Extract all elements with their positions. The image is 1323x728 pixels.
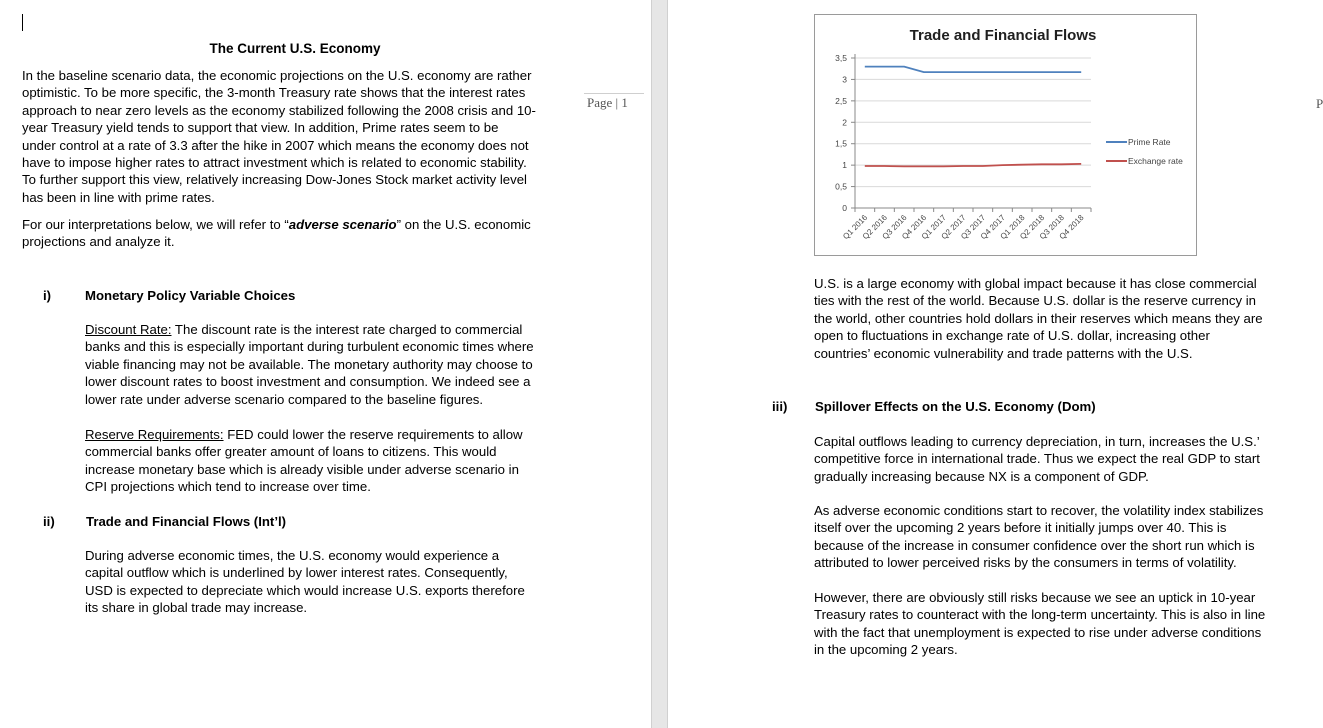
text-run: ” on the U.S. economic [396,217,531,232]
text-line: banks and this is especially important during turbulent economic times where [85,339,534,355]
spillover-paragraph-2 [814,502,1304,572]
text-line [22,216,582,233]
text-line: However, there are obviously still risks because we see an uptick in 10-year [814,590,1256,605]
text-line: U.S. is a large economy with global impact because it has close commercial [814,276,1257,291]
text-line: lower discount rates to boost investment and consumption. We indeed see a [85,374,531,390]
text-line: viable financing may not be available. The monetary authority may choose to [85,356,533,372]
y-tick-label: 0 [842,203,847,213]
x-tick-label: Q1 2016 [841,213,870,242]
text-line: lower rate under adverse scenario compared to the baseline figures. [85,391,484,407]
series-line-prime-rate [865,67,1081,73]
text-line: In the baseline scenario data, the economic projections on the U.S. economy are rather [22,68,532,83]
y-tick-label: 1 [842,160,847,171]
x-tick-label: Q1 2017 [919,213,948,242]
x-tick-label: Q4 2018 [1057,213,1086,242]
section-title: The Current U.S. Economy [209,41,381,56]
text-line [85,426,575,443]
text-line: optimistic. To be more specific, the 3-month Treasury rate shows that the interest rates [22,85,526,101]
y-tick-label: 1,5 [835,138,847,149]
text-run: The discount rate is the interest rate charged to commercial [171,322,523,337]
y-tick-label: 2 [842,117,847,128]
text-line: ties with the rest of the world. Because U.S. dollar is the reserve currency in [814,293,1256,309]
page-gutter [651,0,668,728]
text-line: gradually increasing because NX is a component of GDP. [814,468,1149,484]
chart-title: Trade and Financial Flows [909,27,1097,44]
page-number: Page | 1 [587,95,628,110]
text-line: attributed to lower perceived risks by the consumers in terms of volatility. [814,555,1237,571]
text-line: in the upcoming 2 years. [814,642,958,658]
y-tick-label: 3 [842,74,847,85]
emphasis-text: adverse scenario [288,217,397,232]
text-line: During adverse economic times, the U.S. economy would experience a [85,548,500,563]
x-tick-label: Q3 2018 [1037,213,1066,242]
reserve-requirements-paragraph [85,426,575,496]
text-line: its share in global trade may increase. [85,600,308,616]
discount-rate-paragraph [85,321,575,408]
text-line: USD is expected to depreciate which would increase U.S. exports therefore [85,582,525,598]
x-tick-label: Q2 2016 [860,213,889,242]
chart-container[interactable] [814,14,1197,256]
text-line: the world, other countries hold dollars in their reserves which means they are [814,310,1263,326]
text-line: competitive force in international trade. Thus we expect the real GDP to start [814,451,1260,467]
page-number-rule [584,93,644,94]
text-line: with the fact that unemployment is expected to rise under adverse conditions [814,624,1262,640]
section-number: iii) [772,399,788,414]
text-line: increase monetary base which is already visible under adverse scenario in [85,461,519,477]
x-tick-label: Q2 2017 [939,213,968,242]
text-line: capital outflow which is underlined by lower interest rates. Consequently, [85,565,508,581]
text-line: countries’ economic vulnerability and trade patterns with the U.S. [814,345,1193,361]
x-tick-label: Q1 2018 [998,213,1027,242]
text-line: CPI projections which tend to increase over time. [85,479,371,495]
section-number: ii) [43,514,55,529]
x-tick-label: Q3 2016 [880,213,909,242]
text-line: Capital outflows leading to currency depreciation, in turn, increases the U.S.’ [814,434,1260,449]
section-heading: Trade and Financial Flows (Int’l) [86,514,287,529]
intro-paragraph [22,67,582,206]
interpretation-paragraph [22,216,582,251]
x-tick-label: Q3 2017 [959,213,988,242]
y-tick-label: 2,5 [835,95,847,106]
legend-label: Exchange rate [1128,156,1183,166]
text-line: open to fluctuations in exchange rate of U.S. dollar, increasing other [814,328,1210,344]
text-line [85,321,575,338]
text-line: has been in line with prime rates. [22,189,215,205]
y-tick-label: 3,5 [835,53,847,63]
text-line: have to impose higher rates to attract investment which is related to economic stability. [22,155,527,171]
text-cursor [22,14,23,31]
text-line: because of the increase in consumer confidence over the short run which is [814,537,1255,553]
x-tick-label: Q2 2018 [1018,213,1047,242]
section-number: i) [43,288,52,303]
text-line: year Treasury yield tends to support that view. In addition, Prime rates seem to be [22,120,499,136]
text-line: under control at a rate of 3.3 after the hike in 2007 which means the economy does not [22,137,529,153]
trade-flows-paragraph [85,547,575,617]
y-tick-label: 0,5 [835,181,847,192]
text-line: commercial banks offer greater amount of loans to citizens. This would [85,444,497,460]
spillover-paragraph-3 [814,589,1304,659]
text-run: FED could lower the reserve requirements to allow [223,427,523,442]
text-line: approach to near zero levels as the economy stabilized following the 2008 crisis and 10- [22,102,536,118]
text-line: Treasury rates to counteract with the long-term uncertainty. This is also in line [814,607,1266,623]
section-heading: Spillover Effects on the U.S. Economy (Dom) [815,399,1096,414]
chart-paragraph [814,275,1304,362]
text-line: projections and analyze it. [22,234,175,250]
term-label: Discount Rate: [85,322,172,337]
x-tick-label: Q4 2016 [900,213,929,242]
next-page-edge-text: P [1316,96,1323,111]
section-heading: Monetary Policy Variable Choices [85,288,296,303]
text-line: To further support this view, relatively increasing Dow-Jones Stock market activity level [22,172,527,188]
spillover-paragraph-1 [814,433,1304,485]
document-page-right [668,0,1320,728]
text-run: For our interpretations below, we will refer to “ [22,217,289,232]
text-line: itself over the upcoming 2 years before it initially jumps over 40. This is [814,520,1227,536]
document-page-left [0,0,651,728]
legend-label: Prime Rate [1128,137,1171,147]
term-label: Reserve Requirements: [85,427,224,442]
x-tick-label: Q4 2017 [978,213,1007,242]
text-line: As adverse economic conditions start to recover, the volatility index stabilizes [814,503,1264,518]
line-chart [815,15,1196,255]
